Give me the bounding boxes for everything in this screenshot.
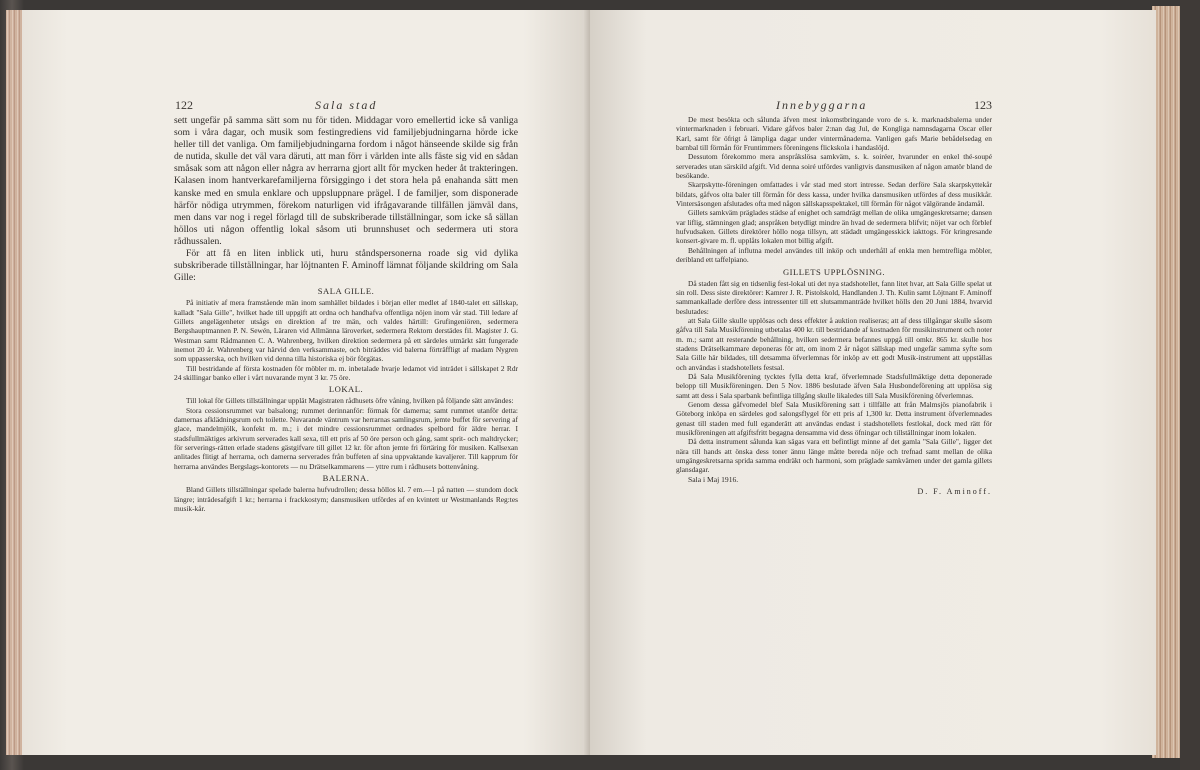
author-signature: D. F. Aminoff. xyxy=(917,486,992,496)
right-page-number: 123 xyxy=(974,98,992,112)
paragraph: På initiativ af mera framstående män inom samhället bildades i början eller medlet af 1840-talet ett sällskap, kalladt "Sala Gille", hvilket hade till uppgift att ordna och handhafva offentliga nöjen inom vår stad. Till ledare af Gillets angelägenheter utsågs en direktion af tre män, och valdes härtill: Grufingeniören, sedermera Bergshauptmannen P. N. Sewén, Läraren vid Allmänna läroverket, sedermera Rektorn derstädes fil. Magister J. G. Westman samt Rådmannen C. A. Wahrenberg, hvilken direktion sedermera på ett särdeles utmärkt sätt fungerade inemot 20 år. Wahrenberg var härvid den verksammaste, och biträddes vid balerna förträffligt af madam Nygren som uppasserska, och hvilken vid denna tilla historiska ej bör förgätas. xyxy=(174,298,518,364)
paragraph: Stora cessionsrummet var balsalong; rummet derinnanför: förmak för damerna; samt rummet utanför detta: damernas afklädningsrum och toilette. Nuvarande väntrum var herrarnas samlingsrum, jemte buffet för servering af glace, mandelmjölk, konfekt m. m.; i det mindre cessionsrummet ordnades spelbord för äldre herrar. I stadsfullmäktiges arkivrum serverades kall sexa, till ett pris af 50 öre person och gång, samt sprit- och maltdrycker; för serverings-rätten erlade stadens gästgifvare till gillet 12 kr. för afton jemte fri förtäring för musiken. Kallsexan anlitades flitigt af herrarna, och damerna serverades från buffeten af sina uppvaktande kavaljerer. Till kapprum för herrarna användes Bergslags-kontorets — nu Drätselkammarens — yttre rum i rådhusets bottenvåning. xyxy=(174,405,518,471)
paragraph: sett ungefär på samma sätt som nu för tiden. Middagar voro emellertid icke så vanliga som i våra dagar, och musik som festingrediens vid familjebjudningarna hörde icke heller till det vanliga. Om familjebjudningarna fordom i något hänseende skilde sig från de nutida, skulle det väl vara däruti, att man förr i världen inte alls fäste sig vid en sådan småsak som att någon eller några av herrarna gjort allt för mycken heder åt trakteringen. Kalasen inom hantverkarefamiljerna försiggingo i det stora hela på enahanda sätt men kanske med en smula enklare och uppsluppnare prägel. I de familjer, som disponerade härför nödiga utrymmen, förekom naturligen vid ifrågavarande tillfällen jämväl dans, men dans var nog i regel förlagd till de subskriberade tillställningar, som icke så sällan höllos uti någon offentlig lokal såsom uti brunnshuset och sedermera uti stora rådhussalen. xyxy=(174,115,518,247)
paragraph: Skarpskytte-föreningen omfattades i vår stad med stort intresse. Sedan derföre Sala skarpskyttekår bildats, gåfvos olta baler till förmån för dess kassa, under hvilka dansmusiken utfördes af dess musikkår. Vintersäsongen afslutades ofta med någon sällskapsspektakel, till förmån för något välgörande ändamål. xyxy=(676,180,992,209)
left-page-number: 122 xyxy=(175,98,193,112)
paragraph: Till lokal för Gillets tillställningar upplät Magistraten rådhusets öfre våning, hvilken på följande sätt användes: xyxy=(186,396,514,406)
paragraph: De mest besökta och sålunda äfven mest inkomstbringande voro de s. k. marknadsbalerna under vintermarknaden i februari. Vidare gåfvos baler 2:nan dag Jul, de Kongliga namnsdagarna Oscar eller Karl, samt för öfrigt å lämpliga dagar under vintermånaderna. Vanligen gafs Marie bebådelsedag en barnbal till förmån för Fruntimmers föreningens flickskola i handaslöjd. xyxy=(676,115,992,153)
section-title: GILLETS UPPLÖSNING. xyxy=(782,266,886,277)
paragraph: Då staden fått sig en tidsenlig fest-lokal uti det nya stadshotellet, fann litet hvar, att Sala Gille spelat ut sin roll. Dess siste direktörer: Kamrer J. R. Pistolskold, Handlanden J. Th. Kulin samt Löjtnant F. Aminoff sammankallade derföre dess intressenter till ett slutsammanträde hvilket hölls den 20 Juni 1884, hvarvid beslutades: xyxy=(676,278,992,316)
paragraph: Då Sala Musikförening tycktes fylla detta kraf, öfverlemnade Stadsfullmäktige detta deponerade belopp till Musikföreningen. Den 5 Nov. 1886 beslutade äfven Sala Husbondeförening att upplösa sig samt att dess i Sala sparbank befintliga tillgång skulle likaledes till Sala Musikförening öfverlemnas. xyxy=(676,371,992,400)
book-cover-edge xyxy=(1180,0,1200,770)
section-title: SALA GILLE. xyxy=(317,286,375,297)
left-running-title: Sala stad xyxy=(315,98,378,112)
right-running-title: Innebyggarna xyxy=(776,98,868,112)
paragraph: Behållningen af influtna medel användes till inköp och underhåll af enkla men hemtrefliga möbler, deribland ett taffelpiano. xyxy=(676,245,992,265)
left-text-column xyxy=(174,115,518,513)
paragraph: Genom dessa gåfvomedel blef Sala Musikförening satt i tillfälle att från Malmsjös pianofabrik i Göteborg inköpa en särdeles god salongsflygel för ett pris af 1,300 kr. Detta instrument öfverlemnades genast till staden med full eganderätt att användas endast i stadshotellets festlokal, dock med rätt för musikföreningen att afgiftsfritt begagna densamma vid dess öfningar och tillställningar inom lokalen. xyxy=(676,399,992,437)
date-line: Sala i Maj 1916. xyxy=(688,474,739,484)
paragraph: Dessutom förekommo mera anspråkslösa samkväm, s. k. soiréer, hvarunder en enkel thé-soupé serverades utan särskild afgift. Vid denna soiré utfördes vanligtvis dansmusiken af någon amatör bland de besökande. xyxy=(676,152,992,181)
section-title: LOKAL. xyxy=(328,384,364,395)
paragraph: Bland Gillets tillställningar spelade balerna hufvudrollen; dessa höllos kl. 7 em.—1 på natten — stundom dock längre; inträdesafgift 1 kr.; herrarna i frackkostym; dansmusiken utfördes af en kvintett ur Westmanlands Reg:tes musik-kår. xyxy=(174,485,518,513)
right-text-column xyxy=(676,115,992,496)
paragraph: För att få en liten inblick uti, huru ståndspersonerna roade sig vid dylika subskriberade tillställningar, har löjtnanten F. Aminoff lämnat följande skildring om Sala Gille: xyxy=(174,248,518,284)
paragraph: Gillets samkväm präglades städse af enighet och samdrägt mellan de olika umgängeskretsarne; dansen var liflig, stämningen glad; anspråken betydligt mindre än hvad de sedermera blifvit; nöjet var och förblef hufvudsaken. Gillets direktörer höllo noga tillsyn, att städadt umgängesskick iakttogs. För kringresande konsert-givare m. fl. upplåts lokalen mot billig afgift. xyxy=(676,208,992,246)
right-page-edges xyxy=(1152,6,1180,758)
section-title: BALERNA. xyxy=(322,473,370,484)
paragraph: Till bestridande af första kostnaden för möbler m. m. inbetalade hvarje ledamot vid inträdet i sällskapet 2 Rdr 24 skillingar banko eller i vårt nuvarande mynt 3 kr. 75 öre. xyxy=(174,363,518,383)
paragraph: att Sala Gille skulle upplösas och dess effekter å auktion realiseras; att af dess tillgångar skulle såsom gåfva till Sala Musikförening utbetalas 400 kr. till bestridande af kostnaden för musikinstrument och noter m. m.; samt att resterande behållning, hvilken sedermera befannes uppgå till omkr. 865 kr. skulle hos stadens Drätselkammare deponeras för att, om inom 2 år något sällskap med ungefär samma syfte som Sala Gille här bildades, till detsamma öfverlemnas för inköp av ett godt Musik-instrument att uppställas och användas i stadshotellets festsal. xyxy=(676,315,992,372)
paragraph: Då detta instrument sålunda kan sägas vara ett befintligt minne af det gamla "Sala Gille", ligger det nära till hands att önska dess toner ännu länge måtte bereda nöje och trefnad samt mellan de olika umgängeskretsarna sprida samma endräkt och harmoni, som präglade samkvämen under det gamla gillets glansdagar. xyxy=(676,437,992,475)
